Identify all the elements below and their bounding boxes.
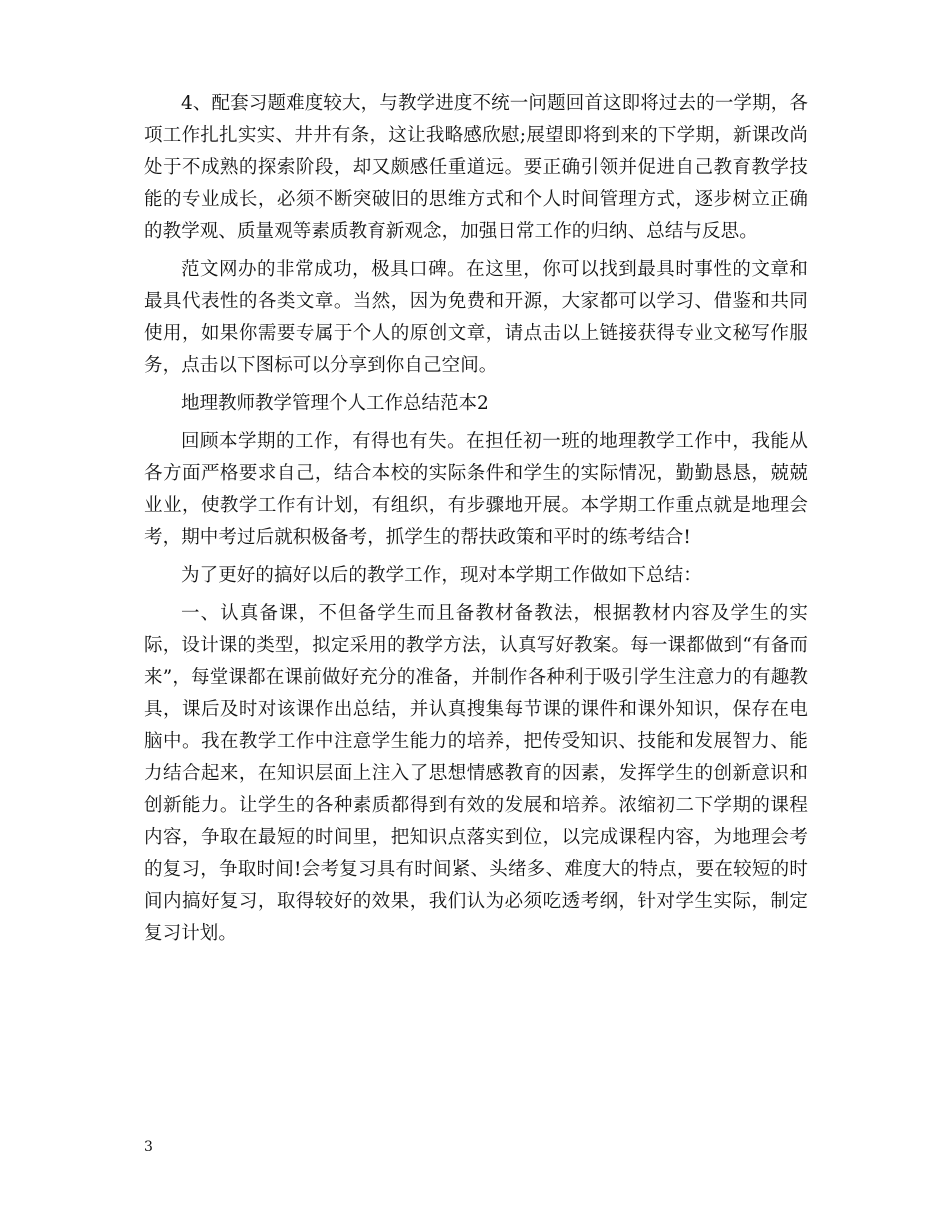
paragraph-5: 一、认真备课，不但备学生而且备教材备教法，根据教材内容及学生的实际，设计课的类型，拟定采用的教学方法，认真写好教案。每一课都做到“有备而来”，每堂课都在课前做好充分的准备，并制作各种利于吸引学生注意力的有趣教具，课后及时对该课作出总结，并认真搜集每节课的课件和课外知识，保存在电脑中。我在教学工作中注意学生能力的培养，把传受知识、技能和发展智力、能力结合起来，在知识层面上注入了思想情感教育的因素，发挥学生的创新意识和创新能力。让学生的各种素质都得到有效的发展和培养。浓缩初二下学期的课程内容，争取在最短的时间里，把知识点落实到位，以完成课程内容，为地理会考的复习，争取时间!会考复习具有时间紧、头绪多、难度大的特点，要在较短的时间内搞好复习，取得较好的效果，我们认为必须吃透考纲，针对学生实际，制定复习计划。 <box>144 603 808 944</box>
section-heading: 地理教师教学管理个人工作总结范本2 <box>181 393 489 414</box>
document-body <box>144 88 808 956</box>
paragraph-1: 4、配套习题难度较大，与教学进度不统一问题回首这即将过去的一学期，各项工作扎扎实实、井井有条，这让我略感欣慰;展望即将到来的下学期，新课改尚处于不成熟的探索阶段，却又颇感任重道远。要正确引领并促进自己教育教学技能的专业成长，必须不断突破旧的思维方式和个人时间管理方式，逐步树立正确的教学观、质量观等素质教育新观念，加强日常工作的归纳、总结与反思。 <box>144 93 808 242</box>
paragraph-4: 为了更好的搞好以后的教学工作，现对本学期工作做如下总结： <box>181 565 702 586</box>
paragraph-2: 范文网办的非常成功，极具口碑。在这里，你可以找到最具时事性的文章和最具代表性的各类文章。当然，因为免费和开源，大家都可以学习、借鉴和共同使用，如果你需要专属于个人的原创文章，请点击以上链接获得专业文秘写作服务，点击以下图标可以分享到你自己空间。 <box>144 259 808 376</box>
page-number: 3 <box>144 1139 153 1155</box>
paragraph-3: 回顾本学期的工作，有得也有失。在担任初一班的地理教学工作中，我能从各方面严格要求自己，结合本校的实际条件和学生的实际情况，勤勤恳恳，兢兢业业，使教学工作有计划，有组织，有步骤地开展。本学期工作重点就是地理会考，期中考过后就积极备考，抓学生的帮扶政策和平时的练考结合! <box>144 431 808 548</box>
